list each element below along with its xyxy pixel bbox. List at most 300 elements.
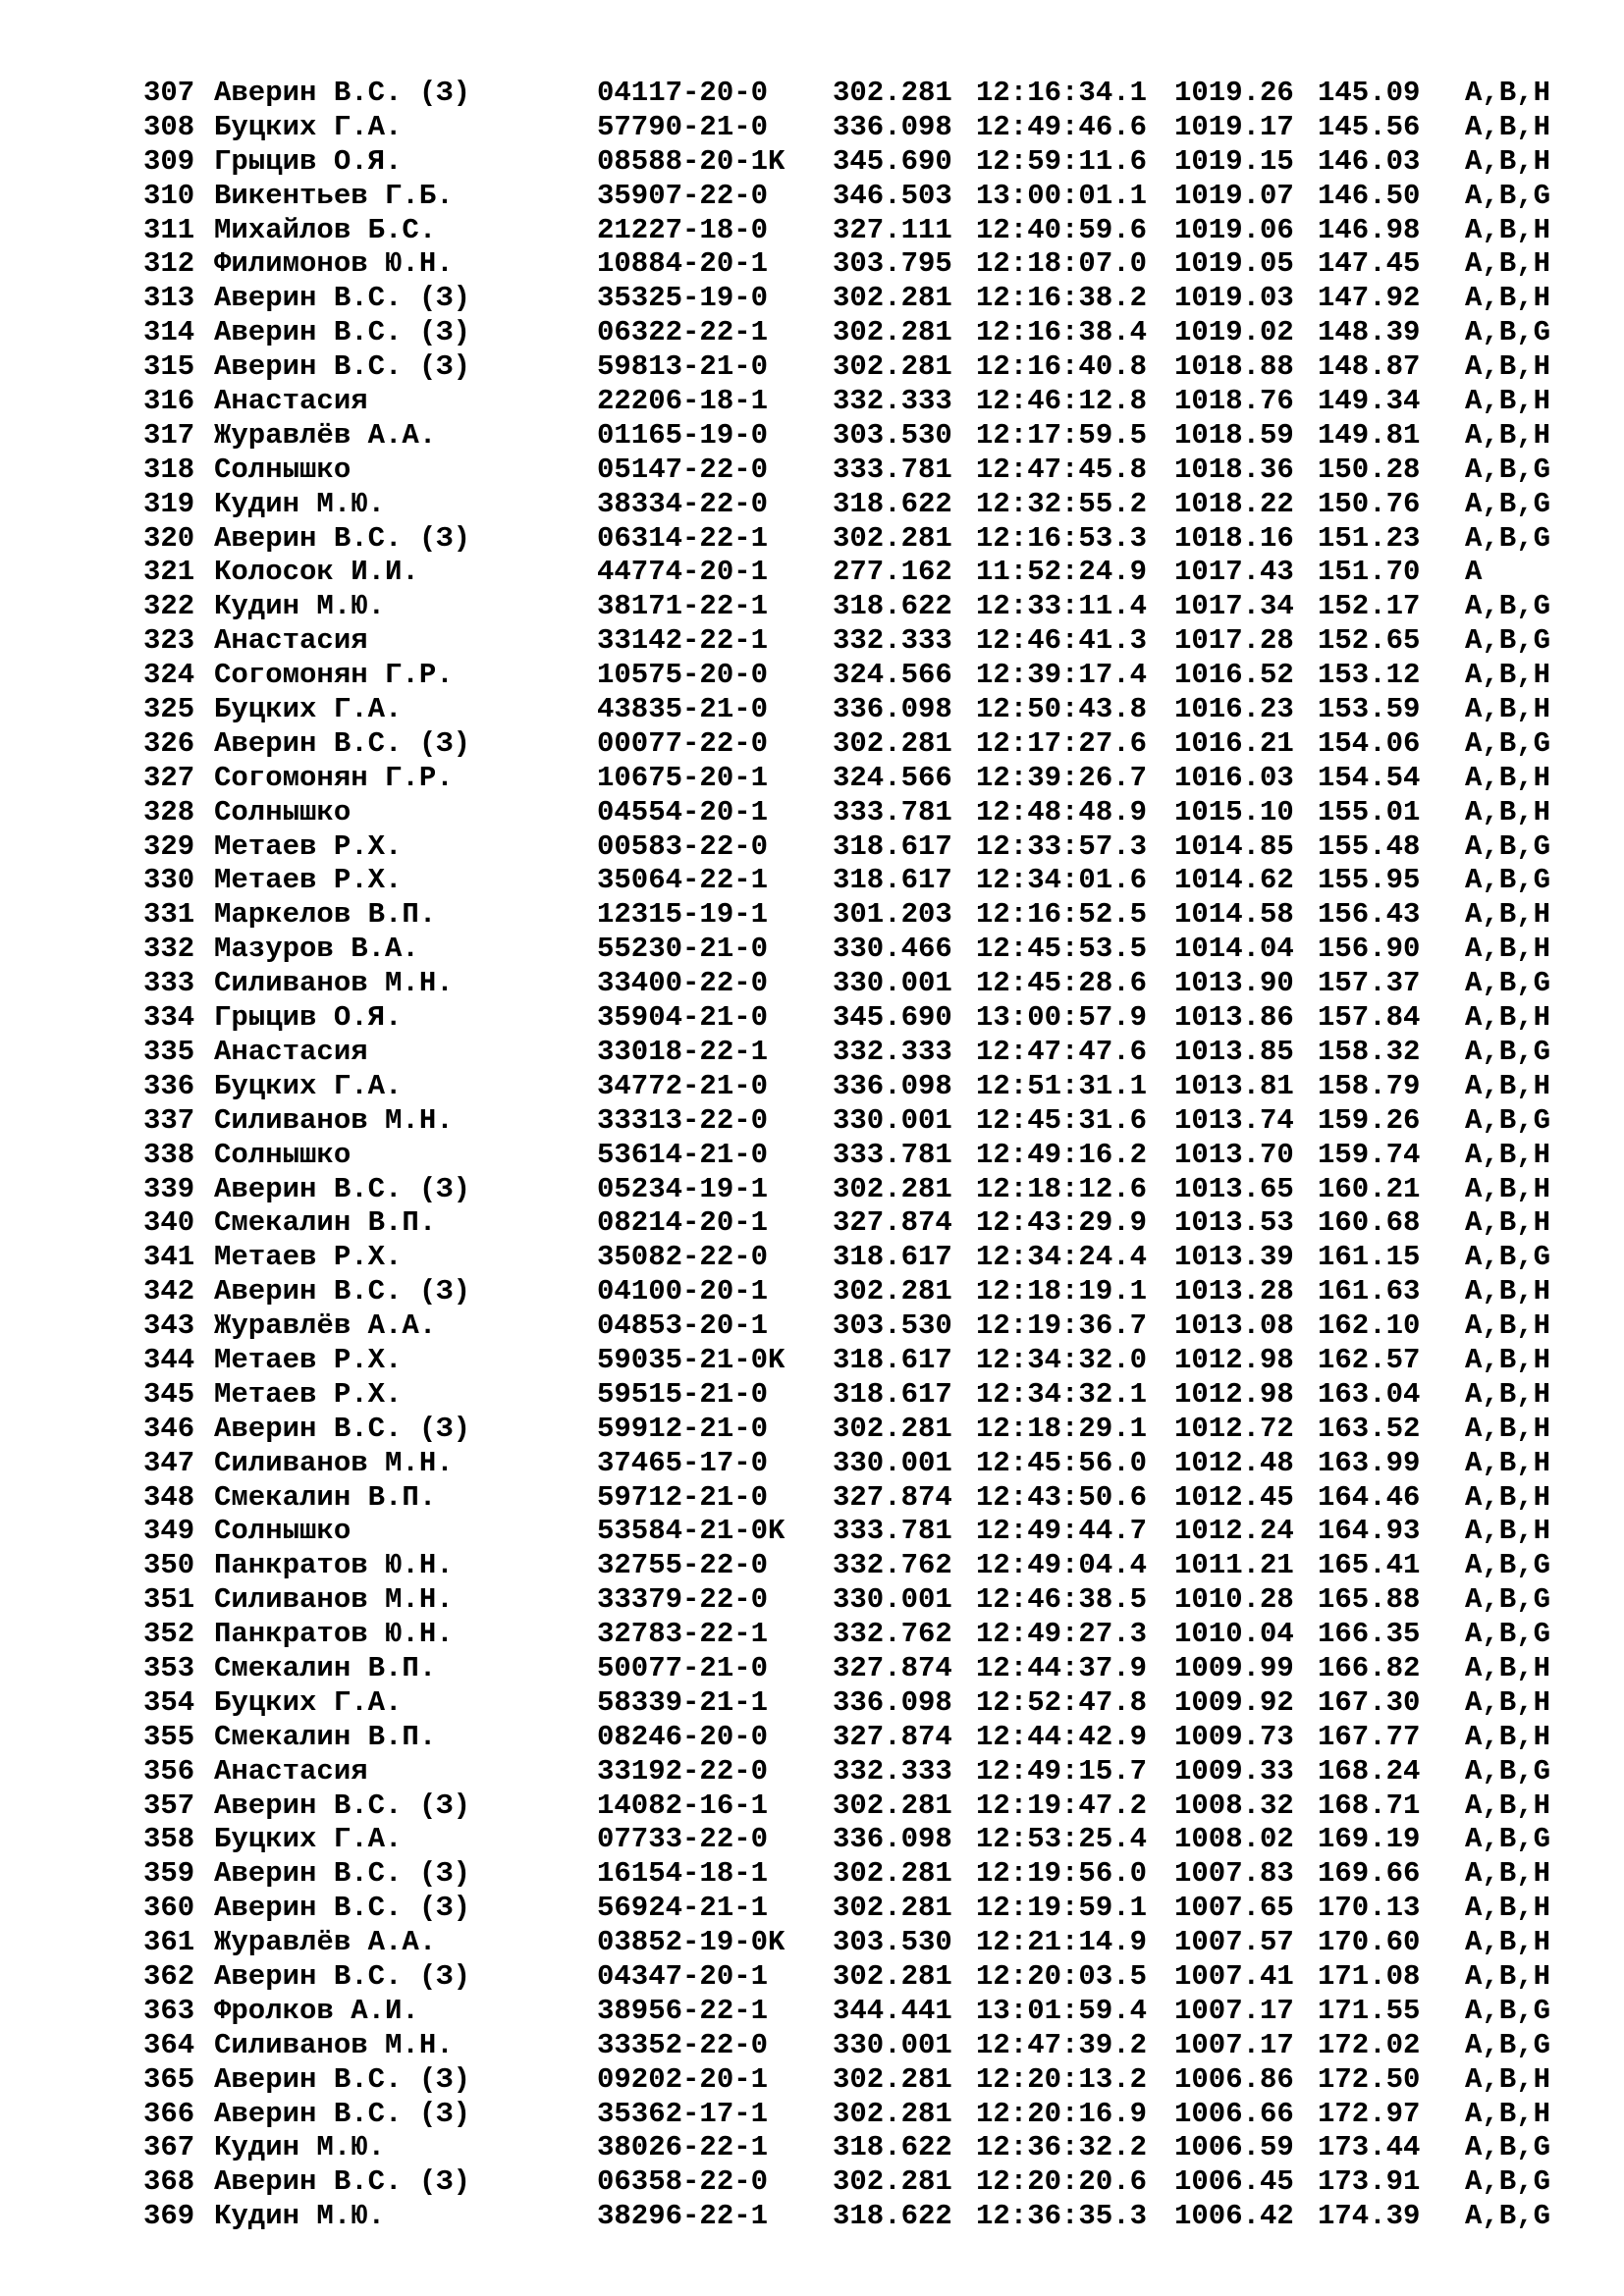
classes: A,B,H (1465, 933, 1551, 966)
classes: A,B,H (1465, 1480, 1551, 1514)
points: 154.54 (1318, 761, 1421, 794)
speed: 1013.81 (1174, 1069, 1294, 1102)
fancier-name: Аверин В.С. (З) (214, 1857, 471, 1891)
points: 158.32 (1318, 1035, 1421, 1068)
speed: 1009.92 (1174, 1685, 1294, 1719)
speed: 1019.15 (1174, 144, 1294, 178)
speed: 1007.65 (1174, 1892, 1294, 1925)
speed: 1018.59 (1174, 418, 1294, 452)
place-number: 326 (143, 726, 195, 760)
ring-number: 33352-22-0 (597, 2028, 769, 2061)
ring-number: 59712-21-0 (597, 1480, 769, 1514)
ring-number: 05234-19-1 (597, 1172, 769, 1205)
distance: 332.333 (833, 1754, 952, 1788)
place-number: 328 (143, 795, 195, 828)
speed: 1013.08 (1174, 1309, 1294, 1343)
arrival-time: 12:20:20.6 (976, 2165, 1148, 2199)
classes: A,B,H (1465, 1685, 1551, 1719)
place-number: 347 (143, 1446, 195, 1479)
distance: 333.781 (833, 1515, 952, 1548)
points: 173.91 (1318, 2165, 1421, 2199)
speed: 1017.28 (1174, 624, 1294, 658)
ring-number: 03852-19-0K (597, 1926, 785, 1959)
ring-number: 34772-21-0 (597, 1069, 769, 1102)
points: 170.60 (1318, 1926, 1421, 1959)
ring-number: 35362-17-1 (597, 2097, 769, 2130)
arrival-time: 12:34:01.6 (976, 864, 1148, 897)
place-number: 354 (143, 1685, 195, 1719)
place-number: 358 (143, 1823, 195, 1856)
arrival-time: 12:16:53.3 (976, 521, 1148, 555)
place-number: 366 (143, 2097, 195, 2130)
points: 149.81 (1318, 418, 1421, 452)
distance: 318.622 (833, 2200, 952, 2233)
speed: 1008.02 (1174, 1823, 1294, 1856)
points: 165.88 (1318, 1583, 1421, 1617)
fancier-name: Грыцив О.Я. (214, 1001, 403, 1035)
distance: 302.281 (833, 1892, 952, 1925)
arrival-time: 12:49:04.4 (976, 1549, 1148, 1582)
arrival-time: 12:45:53.5 (976, 933, 1148, 966)
speed: 1016.21 (1174, 726, 1294, 760)
classes: A,B,H (1465, 385, 1551, 418)
classes: A,B,H (1465, 2097, 1551, 2130)
fancier-name: Буцких Г.А. (214, 110, 403, 143)
points: 149.34 (1318, 385, 1421, 418)
points: 163.52 (1318, 1412, 1421, 1445)
ring-number: 00583-22-0 (597, 829, 769, 863)
place-number: 367 (143, 2131, 195, 2164)
ring-number: 10675-20-1 (597, 761, 769, 794)
ring-number: 33379-22-0 (597, 1583, 769, 1617)
place-number: 339 (143, 1172, 195, 1205)
place-number: 314 (143, 316, 195, 349)
points: 153.59 (1318, 693, 1421, 726)
speed: 1013.74 (1174, 1103, 1294, 1137)
classes: A,B,H (1465, 282, 1551, 315)
arrival-time: 12:19:47.2 (976, 1789, 1148, 1822)
fancier-name: Аверин В.С. (З) (214, 2165, 471, 2199)
points: 167.30 (1318, 1685, 1421, 1719)
arrival-time: 12:49:15.7 (976, 1754, 1148, 1788)
fancier-name: Журавлёв А.А. (214, 1926, 437, 1959)
fancier-name: Аверин В.С. (З) (214, 1275, 471, 1308)
fancier-name: Аверин В.С. (З) (214, 1412, 471, 1445)
arrival-time: 12:39:17.4 (976, 659, 1148, 692)
points: 164.46 (1318, 1480, 1421, 1514)
ring-number: 06322-22-1 (597, 316, 769, 349)
place-number: 310 (143, 179, 195, 212)
speed: 1007.41 (1174, 1959, 1294, 1993)
points: 162.57 (1318, 1343, 1421, 1376)
fancier-name: Смекалин В.П. (214, 1720, 437, 1753)
arrival-time: 12:59:11.6 (976, 144, 1148, 178)
place-number: 312 (143, 247, 195, 281)
speed: 1019.06 (1174, 213, 1294, 246)
distance: 332.762 (833, 1549, 952, 1582)
arrival-time: 12:18:19.1 (976, 1275, 1148, 1308)
points: 171.55 (1318, 1994, 1421, 2027)
arrival-time: 12:18:29.1 (976, 1412, 1148, 1445)
points: 146.03 (1318, 144, 1421, 178)
classes: A,B,G (1465, 1241, 1551, 1274)
ring-number: 55230-21-0 (597, 933, 769, 966)
distance: 324.566 (833, 761, 952, 794)
ring-number: 10884-20-1 (597, 247, 769, 281)
fancier-name: Панкратов Ю.Н. (214, 1618, 454, 1651)
classes: A,B,H (1465, 1959, 1551, 1993)
points: 157.84 (1318, 1001, 1421, 1035)
place-number: 329 (143, 829, 195, 863)
points: 170.13 (1318, 1892, 1421, 1925)
ring-number: 33313-22-0 (597, 1103, 769, 1137)
ring-number: 04853-20-1 (597, 1309, 769, 1343)
distance: 303.795 (833, 247, 952, 281)
ring-number: 59035-21-0K (597, 1343, 785, 1376)
place-number: 351 (143, 1583, 195, 1617)
fancier-name: Анастасия (214, 385, 368, 418)
place-number: 313 (143, 282, 195, 315)
points: 161.63 (1318, 1275, 1421, 1308)
points: 153.12 (1318, 659, 1421, 692)
classes: A,B,H (1465, 213, 1551, 246)
speed: 1014.04 (1174, 933, 1294, 966)
fancier-name: Мазуров В.А. (214, 933, 419, 966)
arrival-time: 12:19:36.7 (976, 1309, 1148, 1343)
classes: A,B,H (1465, 795, 1551, 828)
place-number: 346 (143, 1412, 195, 1445)
speed: 1008.32 (1174, 1789, 1294, 1822)
ring-number: 38171-22-1 (597, 590, 769, 623)
arrival-time: 12:16:38.4 (976, 316, 1148, 349)
fancier-name: Аверин В.С. (З) (214, 2062, 471, 2096)
points: 159.26 (1318, 1103, 1421, 1137)
fancier-name: Метаев Р.Х. (214, 1377, 403, 1411)
speed: 1012.24 (1174, 1515, 1294, 1548)
ring-number: 38026-22-1 (597, 2131, 769, 2164)
fancier-name: Буцких Г.А. (214, 693, 403, 726)
points: 167.77 (1318, 1720, 1421, 1753)
ring-number: 05147-22-0 (597, 453, 769, 486)
arrival-time: 12:16:34.1 (976, 77, 1148, 109)
classes: A,B,H (1465, 110, 1551, 143)
classes: A,B,G (1465, 1754, 1551, 1788)
points: 155.95 (1318, 864, 1421, 897)
speed: 1009.33 (1174, 1754, 1294, 1788)
speed: 1007.17 (1174, 1994, 1294, 2027)
place-number: 364 (143, 2028, 195, 2061)
classes: A,B,H (1465, 1172, 1551, 1205)
place-number: 336 (143, 1069, 195, 1102)
fancier-name: Аверин В.С. (З) (214, 1789, 471, 1822)
points: 165.41 (1318, 1549, 1421, 1582)
ring-number: 22206-18-1 (597, 385, 769, 418)
classes: A,B,H (1465, 2062, 1551, 2096)
fancier-name: Фролков А.И. (214, 1994, 419, 2027)
arrival-time: 12:34:32.0 (976, 1343, 1148, 1376)
fancier-name: Викентьев Г.Б. (214, 179, 454, 212)
speed: 1018.22 (1174, 487, 1294, 520)
arrival-time: 12:47:47.6 (976, 1035, 1148, 1068)
distance: 327.874 (833, 1651, 952, 1684)
fancier-name: Метаев Р.Х. (214, 1343, 403, 1376)
arrival-time: 12:53:25.4 (976, 1823, 1148, 1856)
fancier-name: Смекалин В.П. (214, 1480, 437, 1514)
place-number: 340 (143, 1206, 195, 1240)
distance: 336.098 (833, 1069, 952, 1102)
points: 155.48 (1318, 829, 1421, 863)
arrival-time: 12:46:38.5 (976, 1583, 1148, 1617)
classes: A,B,G (1465, 1823, 1551, 1856)
arrival-time: 12:17:59.5 (976, 418, 1148, 452)
ring-number: 59912-21-0 (597, 1412, 769, 1445)
speed: 1018.16 (1174, 521, 1294, 555)
fancier-name: Аверин В.С. (З) (214, 77, 471, 109)
classes: A,B,G (1465, 864, 1551, 897)
ring-number: 06358-22-0 (597, 2165, 769, 2199)
fancier-name: Аверин В.С. (З) (214, 1959, 471, 1993)
speed: 1019.17 (1174, 110, 1294, 143)
points: 157.37 (1318, 967, 1421, 1000)
fancier-name: Метаев Р.Х. (214, 1241, 403, 1274)
arrival-time: 12:49:44.7 (976, 1515, 1148, 1548)
speed: 1014.62 (1174, 864, 1294, 897)
speed: 1011.21 (1174, 1549, 1294, 1582)
distance: 333.781 (833, 795, 952, 828)
arrival-time: 12:50:43.8 (976, 693, 1148, 726)
place-number: 368 (143, 2165, 195, 2199)
classes: A,B,H (1465, 1343, 1551, 1376)
distance: 302.281 (833, 1789, 952, 1822)
speed: 1012.48 (1174, 1446, 1294, 1479)
arrival-time: 12:16:40.8 (976, 350, 1148, 384)
arrival-time: 13:00:57.9 (976, 1001, 1148, 1035)
arrival-time: 12:47:39.2 (976, 2028, 1148, 2061)
arrival-time: 12:18:07.0 (976, 247, 1148, 281)
points: 156.43 (1318, 898, 1421, 932)
ring-number: 04347-20-1 (597, 1959, 769, 1993)
points: 166.35 (1318, 1618, 1421, 1651)
arrival-time: 12:17:27.6 (976, 726, 1148, 760)
classes: A,B,H (1465, 898, 1551, 932)
place-number: 335 (143, 1035, 195, 1068)
fancier-name: Солнышко (214, 795, 352, 828)
place-number: 309 (143, 144, 195, 178)
distance: 301.203 (833, 898, 952, 932)
ring-number: 33400-22-0 (597, 967, 769, 1000)
distance: 318.622 (833, 487, 952, 520)
place-number: 352 (143, 1618, 195, 1651)
arrival-time: 12:18:12.6 (976, 1172, 1148, 1205)
speed: 1019.02 (1174, 316, 1294, 349)
ring-number: 50077-21-0 (597, 1651, 769, 1684)
place-number: 345 (143, 1377, 195, 1411)
arrival-time: 11:52:24.9 (976, 556, 1148, 589)
distance: 330.001 (833, 1583, 952, 1617)
speed: 1009.99 (1174, 1651, 1294, 1684)
ring-number: 06314-22-1 (597, 521, 769, 555)
ring-number: 04100-20-1 (597, 1275, 769, 1308)
place-number: 322 (143, 590, 195, 623)
classes: A,B,G (1465, 487, 1551, 520)
classes: A,B,G (1465, 1618, 1551, 1651)
fancier-name: Смекалин В.П. (214, 1206, 437, 1240)
speed: 1006.59 (1174, 2131, 1294, 2164)
distance: 318.622 (833, 590, 952, 623)
points: 151.70 (1318, 556, 1421, 589)
distance: 327.874 (833, 1720, 952, 1753)
place-number: 369 (143, 2200, 195, 2233)
arrival-time: 12:34:24.4 (976, 1241, 1148, 1274)
arrival-time: 12:47:45.8 (976, 453, 1148, 486)
arrival-time: 12:16:38.2 (976, 282, 1148, 315)
distance: 302.281 (833, 350, 952, 384)
points: 160.68 (1318, 1206, 1421, 1240)
distance: 302.281 (833, 1275, 952, 1308)
classes: A,B,G (1465, 521, 1551, 555)
classes: A,B,G (1465, 2165, 1551, 2199)
points: 164.93 (1318, 1515, 1421, 1548)
place-number: 323 (143, 624, 195, 658)
ring-number: 12315-19-1 (597, 898, 769, 932)
speed: 1019.26 (1174, 77, 1294, 109)
distance: 302.281 (833, 77, 952, 109)
distance: 330.001 (833, 1103, 952, 1137)
speed: 1019.07 (1174, 179, 1294, 212)
speed: 1019.03 (1174, 282, 1294, 315)
place-number: 344 (143, 1343, 195, 1376)
points: 174.39 (1318, 2200, 1421, 2233)
distance: 327.874 (833, 1206, 952, 1240)
arrival-time: 12:45:31.6 (976, 1103, 1148, 1137)
distance: 330.001 (833, 1446, 952, 1479)
distance: 318.617 (833, 829, 952, 863)
ring-number: 33018-22-1 (597, 1035, 769, 1068)
place-number: 353 (143, 1651, 195, 1684)
ring-number: 35064-22-1 (597, 864, 769, 897)
arrival-time: 12:32:55.2 (976, 487, 1148, 520)
ring-number: 07733-22-0 (597, 1823, 769, 1856)
classes: A,B,H (1465, 1789, 1551, 1822)
speed: 1010.04 (1174, 1618, 1294, 1651)
speed: 1013.65 (1174, 1172, 1294, 1205)
points: 154.06 (1318, 726, 1421, 760)
points: 166.82 (1318, 1651, 1421, 1684)
arrival-time: 12:43:29.9 (976, 1206, 1148, 1240)
speed: 1007.83 (1174, 1857, 1294, 1891)
classes: A,B,H (1465, 1138, 1551, 1171)
classes: A,B,G (1465, 726, 1551, 760)
distance: 277.162 (833, 556, 952, 589)
ring-number: 58339-21-1 (597, 1685, 769, 1719)
speed: 1010.28 (1174, 1583, 1294, 1617)
speed: 1016.23 (1174, 693, 1294, 726)
points: 172.02 (1318, 2028, 1421, 2061)
points: 145.56 (1318, 110, 1421, 143)
ring-number: 01165-19-0 (597, 418, 769, 452)
points: 147.45 (1318, 247, 1421, 281)
speed: 1014.85 (1174, 829, 1294, 863)
place-number: 355 (143, 1720, 195, 1753)
distance: 330.466 (833, 933, 952, 966)
distance: 336.098 (833, 110, 952, 143)
points: 150.76 (1318, 487, 1421, 520)
distance: 345.690 (833, 144, 952, 178)
speed: 1015.10 (1174, 795, 1294, 828)
speed: 1013.53 (1174, 1206, 1294, 1240)
classes: A,B,H (1465, 1892, 1551, 1925)
ring-number: 08214-20-1 (597, 1206, 769, 1240)
ring-number: 38956-22-1 (597, 1994, 769, 2027)
classes: A,B,H (1465, 1069, 1551, 1102)
arrival-time: 12:40:59.6 (976, 213, 1148, 246)
fancier-name: Силиванов М.Н. (214, 1446, 454, 1479)
speed: 1006.45 (1174, 2165, 1294, 2199)
ring-number: 57790-21-0 (597, 110, 769, 143)
classes: A,B,H (1465, 418, 1551, 452)
points: 169.66 (1318, 1857, 1421, 1891)
place-number: 337 (143, 1103, 195, 1137)
fancier-name: Буцких Г.А. (214, 1685, 403, 1719)
place-number: 311 (143, 213, 195, 246)
classes: A,B,G (1465, 2028, 1551, 2061)
points: 146.98 (1318, 213, 1421, 246)
distance: 318.622 (833, 2131, 952, 2164)
points: 150.28 (1318, 453, 1421, 486)
arrival-time: 12:33:11.4 (976, 590, 1148, 623)
ring-number: 08588-20-1K (597, 144, 785, 178)
classes: A,B,H (1465, 693, 1551, 726)
ring-number: 04117-20-0 (597, 77, 769, 109)
classes: A,B,G (1465, 2131, 1551, 2164)
distance: 332.333 (833, 624, 952, 658)
arrival-time: 12:46:12.8 (976, 385, 1148, 418)
speed: 1016.52 (1174, 659, 1294, 692)
ring-number: 38334-22-0 (597, 487, 769, 520)
fancier-name: Журавлёв А.А. (214, 1309, 437, 1343)
place-number: 331 (143, 898, 195, 932)
ring-number: 32783-22-1 (597, 1618, 769, 1651)
classes: A,B,H (1465, 1651, 1551, 1684)
speed: 1009.73 (1174, 1720, 1294, 1753)
fancier-name: Аверин В.С. (З) (214, 316, 471, 349)
points: 151.23 (1318, 521, 1421, 555)
speed: 1012.98 (1174, 1343, 1294, 1376)
ring-number: 21227-18-0 (597, 213, 769, 246)
distance: 302.281 (833, 2165, 952, 2199)
fancier-name: Метаев Р.Х. (214, 864, 403, 897)
fancier-name: Смекалин В.П. (214, 1651, 437, 1684)
ring-number: 56924-21-1 (597, 1892, 769, 1925)
arrival-time: 12:20:13.2 (976, 2062, 1148, 2096)
points: 159.74 (1318, 1138, 1421, 1171)
arrival-time: 12:36:32.2 (976, 2131, 1148, 2164)
place-number: 317 (143, 418, 195, 452)
place-number: 343 (143, 1309, 195, 1343)
ring-number: 00077-22-0 (597, 726, 769, 760)
speed: 1012.72 (1174, 1412, 1294, 1445)
speed: 1018.76 (1174, 385, 1294, 418)
distance: 332.333 (833, 1035, 952, 1068)
arrival-time: 12:44:37.9 (976, 1651, 1148, 1684)
classes: A,B,G (1465, 624, 1551, 658)
place-number: 365 (143, 2062, 195, 2096)
distance: 346.503 (833, 179, 952, 212)
distance: 318.617 (833, 1377, 952, 1411)
arrival-time: 12:49:46.6 (976, 110, 1148, 143)
speed: 1013.70 (1174, 1138, 1294, 1171)
classes: A,B,H (1465, 659, 1551, 692)
